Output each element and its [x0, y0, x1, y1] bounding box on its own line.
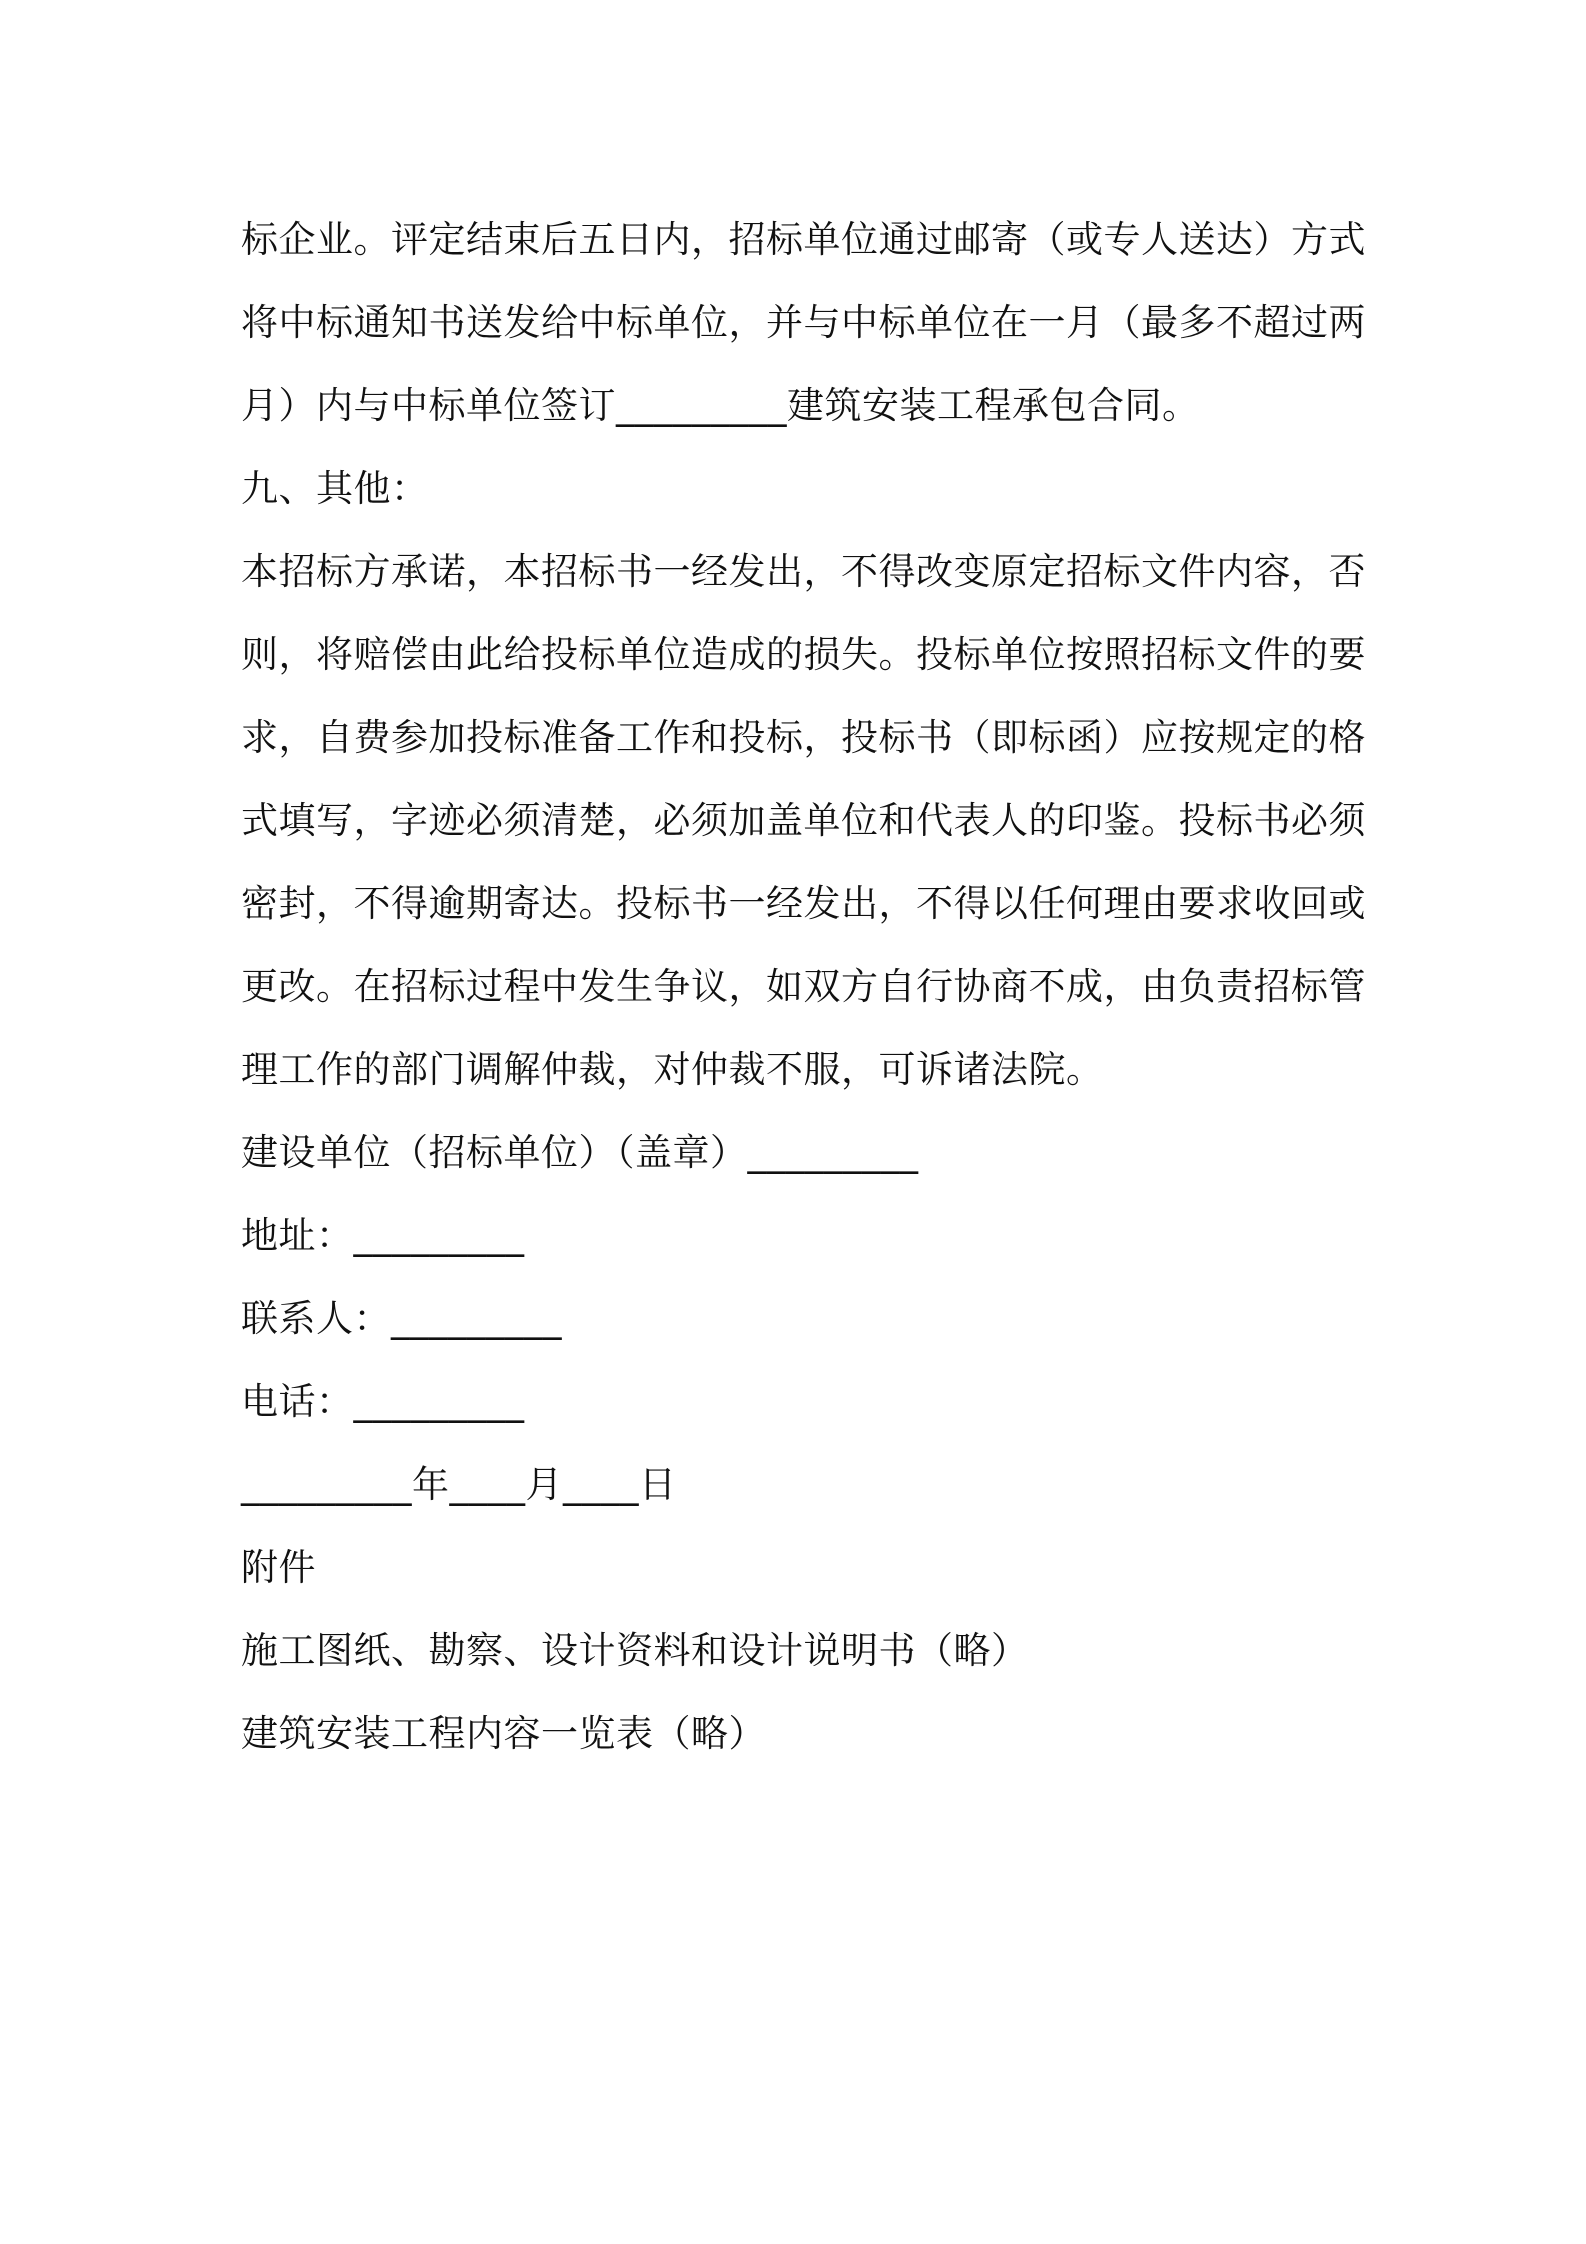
text-line-9: 密封，不得逾期寄达。投标书一经发出，不得以任何理由要求收回或 [241, 882, 1366, 925]
text-line-5: 本招标方承诺，本招标书一经发出，不得改变原定招标文件内容，否 [241, 550, 1366, 593]
text-line-7: 求，自费参加投标准备工作和投标，投标书（即标函）应按规定的格 [241, 716, 1366, 759]
address-field: 地址：_________ [241, 1214, 525, 1257]
date-field: _________年____月____日 [241, 1463, 677, 1506]
construction-unit-field: 建设单位（招标单位）（盖章）_________ [241, 1131, 919, 1174]
attachment-item-1: 施工图纸、勘察、设计资料和设计说明书（略） [241, 1629, 1029, 1672]
attachment-item-2: 建筑安装工程内容一览表（略） [241, 1712, 766, 1755]
text-line-11: 理工作的部门调解仲裁，对仲裁不服，可诉诸法院。 [241, 1048, 1104, 1091]
text-line-1: 标企业。评定结束后五日内，招标单位通过邮寄（或专人送达）方式 [241, 218, 1366, 261]
text-line-2: 将中标通知书送发给中标单位，并与中标单位在一月（最多不超过两 [241, 301, 1366, 344]
attachments-heading: 附件 [241, 1546, 316, 1589]
contact-person-field: 联系人：_________ [241, 1297, 562, 1340]
text-line-10: 更改。在招标过程中发生争议，如双方自行协商不成，由负责招标管 [241, 965, 1366, 1008]
section-heading-other: 九、其他： [241, 467, 429, 510]
phone-field: 电话：_________ [241, 1380, 525, 1423]
text-line-8: 式填写，字迹必须清楚，必须加盖单位和代表人的印鉴。投标书必须 [241, 799, 1366, 842]
document-body [241, 198, 1366, 1775]
text-line-6: 则，将赔偿由此给投标单位造成的损失。投标单位按照招标文件的要 [241, 633, 1366, 676]
text-line-3: 月）内与中标单位签订_________建筑安装工程承包合同。 [241, 384, 1200, 427]
